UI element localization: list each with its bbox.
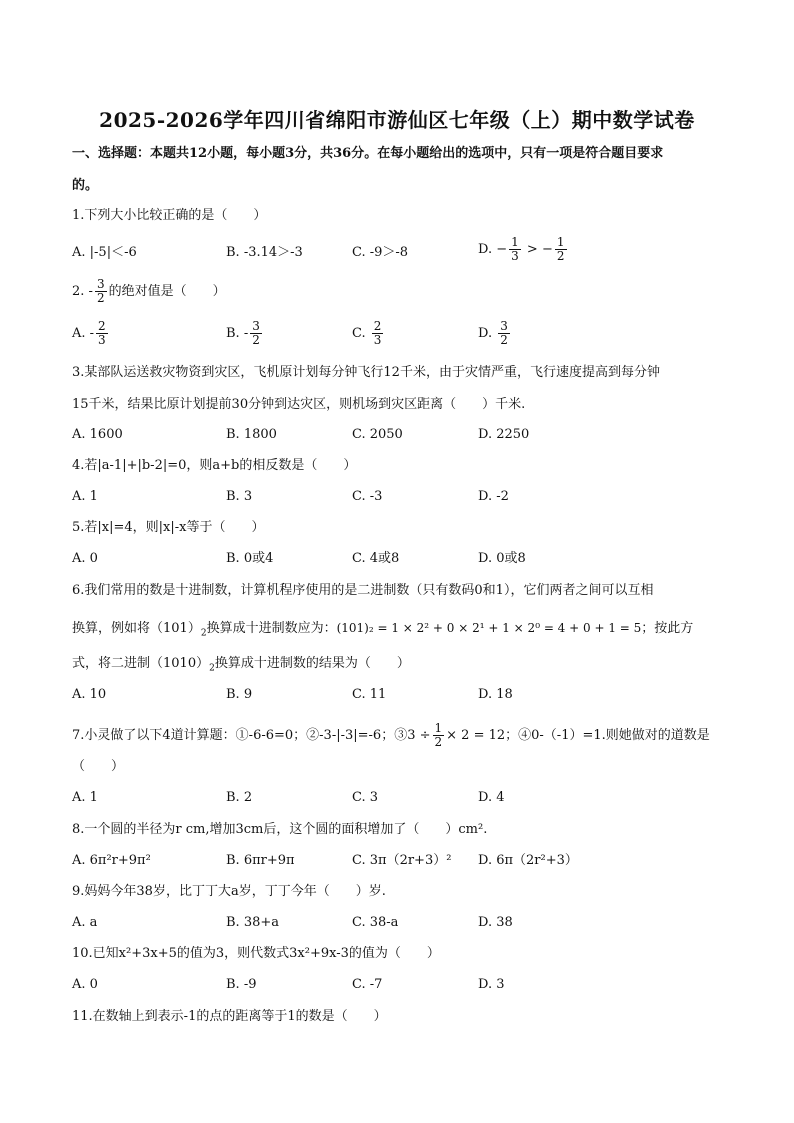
q9-option-c: C. 38-a [352,915,399,930]
q1-option-c: C. -9＞-8 [352,245,409,260]
q3-option-d: D. 2250 [478,427,530,442]
q6-option-b: B. 9 [226,687,253,702]
q6-option-a: A. 10 [72,687,107,702]
q5-option-a: A. 0 [72,551,98,566]
q7-option-b: B. 2 [226,790,253,805]
q3-option-b: B. 1800 [226,427,277,442]
q2-option-c: C. $\frac{2}{3}$ [352,319,382,347]
q3-option-a: A. 1600 [72,427,123,442]
q1-option-d: D. − $\frac{1}{3}$ > − $\frac{1}{2}$ [478,235,565,263]
q10-option-c: C. -7 [352,977,383,992]
q7-option-c: C. 3 [352,790,379,805]
q4-option-d: D. -2 [478,489,509,504]
question-6-line1: 6.我们常用的数是十进制数，计算机程序使用的是二进制数（只有数码0和1），它们两者之间可以互相 [72,583,654,598]
q8-option-a: A. 6π²r+9π² [72,853,151,868]
q4-option-a: A. 1 [72,489,98,504]
question-3-line1: 3.某部队运送救灾物资到灾区，飞机原计划每分钟飞行12千米，由于灾情严重，飞行速度提高到每分钟 [72,365,660,380]
question-11: 11.在数轴上到表示-1的点的距离等于1的数是（ ） [72,1009,387,1024]
question-4: 4.若|a-1|+|b-2|=0，则a+b的相反数是（ ） [72,458,357,473]
fraction: $\frac{1}{2}$ [556,235,565,263]
q4-option-b: B. 3 [226,489,253,504]
question-8: 8.一个圆的半径为r cm,增加3cm后，这个圆的面积增加了（ ）cm². [72,822,488,837]
question-2: 2. - $\frac{3}{2}$ 的绝对值是（ ） [72,277,226,305]
question-10: 10.已知x²+3x+5的值为3，则代数式3x²+9x-3的值为（ ） [72,946,440,961]
q4-option-c: C. -3 [352,489,383,504]
q1-option-b: B. -3.14＞-3 [226,245,303,260]
q7-option-d: D. 4 [478,790,505,805]
page-title: 2025-2026学年四川省绵阳市游仙区七年级（上）期中数学试卷 [99,108,695,132]
q9-option-d: D. 38 [478,915,513,930]
q2-option-a: A. - $\frac{2}{3}$ [72,319,106,347]
question-6-line3: 式，将二进制$(1010)_2$换算成十进制数的结果为（ ） [72,656,410,674]
q9-option-a: A. a [72,915,98,930]
fraction: $\frac{3}{2}$ [96,277,105,305]
question-7-line2: （ ） [72,759,125,774]
q9-option-b: B. 38+a [226,915,280,930]
q8-option-b: B. 6πr+9π [226,853,295,868]
question-6-line2: 换算，例如将$(101)_2$换算成十进制数应为：(101)₂ = 1 × 2² + 0 × 2¹ + 1 × 2⁰ = 4 + 0 + 1 = 5；按此方 [72,621,694,639]
q1-option-d-label: D. [478,242,497,257]
q10-option-d: D. 3 [478,977,505,992]
q6-option-d: D. 18 [478,687,513,702]
question-3-line2: 15千米，结果比原计划提前30分钟到达灾区，则机场到灾区距离（ ）千米. [72,397,526,412]
q6-option-c: C. 11 [352,687,387,702]
q8-option-c: C. 3π（2r+3）² [352,853,452,868]
section-heading-cont: 的。 [72,178,99,193]
q3-option-c: C. 2050 [352,427,403,442]
q8-option-d: D. 6π（2r²+3） [478,853,578,868]
fraction: $\frac{1}{3}$ [511,235,519,263]
q10-option-b: B. -9 [226,977,257,992]
q2-option-b: B. - $\frac{3}{2}$ [226,319,260,347]
binary-expression: (101)₂ = 1 × 2² + 0 × 2¹ + 1 × 2⁰ = 4 + 0 + 1 = 5 [336,621,642,635]
question-1: 1.下列大小比较正确的是（ ） [72,208,267,223]
question-7-line1: 7.小灵做了以下4道计算题：①-6-6=0；②-3-|-3|=-6；③3 ÷ $\frac{1}{2}$ × 2 = 12；④0-（-1）=1.则她做对的道数是 [72,721,710,749]
fraction: $\frac{1}{2}$ [434,721,443,749]
q10-option-a: A. 0 [72,977,98,992]
question-9: 9.妈妈今年38岁，比丁丁大a岁，丁丁今年（ ）岁. [72,884,386,899]
section-heading: 一、选择题：本题共12小题，每小题3分，共36分。在每小题给出的选项中，只有一项是符合题目要求 [72,146,664,161]
question-5: 5.若|x|=4，则|x|-x等于（ ） [72,520,265,535]
q7-option-a: A. 1 [72,790,98,805]
q1-option-a: A. |-5|＜-6 [72,245,137,260]
q2-option-d: D. $\frac{3}{2}$ [478,319,508,347]
q5-option-d: D. 0或8 [478,551,526,566]
q5-option-b: B. 0或4 [226,551,274,566]
q5-option-c: C. 4或8 [352,551,400,566]
